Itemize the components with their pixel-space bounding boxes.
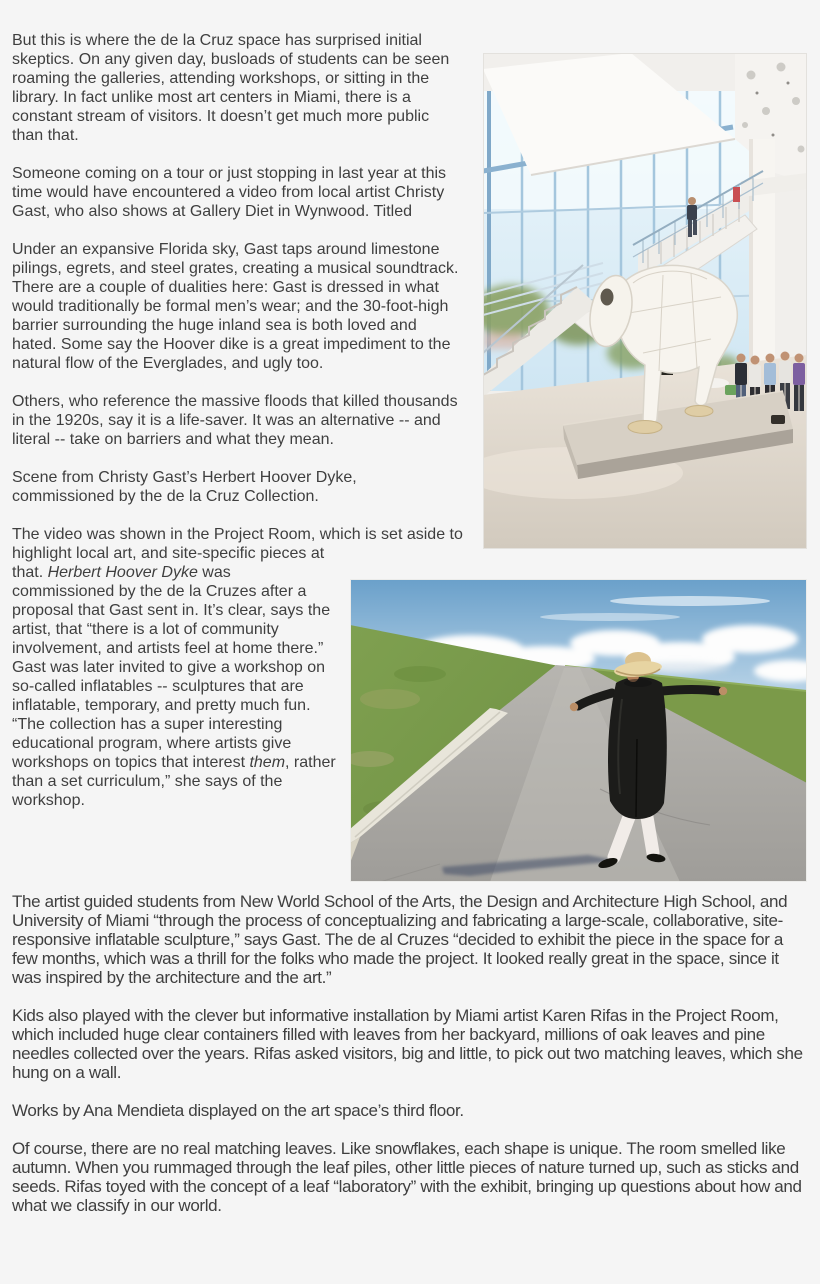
road-photo-illustration [350, 579, 807, 882]
text-segment: The video was shown in the Project Room, which is set aside to highlight local art, and site-specific pieces at that. [12, 526, 463, 581]
article-paragraph: Under an expansive Florida sky, Gast taps around limestone pilings, egrets, and steel grates, creating a musical soundtrack. There are a couple of dualities here: Gast is dressed in what would traditionally be formal men’s wear; and the 30-foot-high barrier surrounding the huge inland sea is both loved and hated. Some say the Hoover dike is a great impediment to the natural flow of the Everglades, and ugly too. [12, 241, 459, 372]
text-segment: Gast was later invited to give a workshop on so-called inflatables -- sculptures that are inflatable, temporary, and pretty much fun. “The collection has a super interesting educational program, where artists give workshops on topics that interest [12, 659, 326, 771]
bottom-text-block [12, 892, 807, 1215]
italic-title: Herbert Hoover Dyke [47, 564, 198, 581]
article-paragraph: Works by Ana Mendieta displayed on the art space’s third floor. [12, 1101, 464, 1120]
article-paragraph: But this is where the de la Cruz space has surprised initial skeptics. On any given day, busloads of students can be seen roaming the galleries, attending workshops, or sitting in the library. In fact unlike most art centers in Miami, there is a constant stream of visitors. It doesn’t get much more public than that. [12, 32, 450, 144]
article-paragraph: Someone coming on a tour or just stopping in last year at this time would have encountered a video from local artist Christy Gast, who also shows at Gallery Diet in Wynwood. Titled [12, 165, 447, 220]
image-caption: Scene from Christy Gast’s Herbert Hoover Dyke, commissioned by the de la Cruz Collection. [12, 469, 357, 505]
red-sign [733, 187, 740, 202]
article-paragraph: Others, who reference the massive floods that killed thousands in the 1920s, say it is a life-saver. It was an alternative -- and literal -- take on barriers and what they mean. [12, 393, 458, 448]
article-paragraph: The artist guided students from New World School of the Arts, the Design and Architecture High School, and University of Miami “through the process of conceptualizing and fabricating a large-scale, collaborative, site-responsive inflatable sculpture,” says Gast. The de al Cruzes “decided to exhibit the piece in the space for a few months, which was a thrill for the folks who made the project. It looked really great in the space, since it was inspired by the architecture and the art.” [12, 892, 788, 987]
road-photo [350, 579, 807, 882]
text-segment: was commissioned by the de la Cruzes after a proposal that Gast sent in. It’s clear, says the artist, that “there is a lot of community involvement, and artists feel at home there.” [12, 564, 331, 657]
text-segment: , rather than a set curriculum,” she says of the workshop. [12, 754, 336, 809]
article-paragraph: Kids also played with the clever but informative installation by Miami artist Karen Rifas in the Project Room, which included huge clear containers filled with leaves from her backyard, millions of oak leaves and pine needles collected over the years. Rifas asked visitors, big and little, to pick out two matching leaves, which she hung on a wall. [12, 1006, 803, 1082]
gallery-photo-illustration [483, 53, 807, 549]
italic-word: them [249, 754, 286, 771]
article-paragraph: Of course, there are no real matching leaves. Like snowflakes, each shape is unique. The room smelled like autumn. When you rummaged through the leaf piles, other little pieces of nature turned up, such as sticks and seeds. Rifas toyed with the concept of a leaf “laboratory” with the exhibit, bringing up questions about how and what we classify in our world. [12, 1139, 802, 1215]
gallery-photo [483, 53, 807, 549]
